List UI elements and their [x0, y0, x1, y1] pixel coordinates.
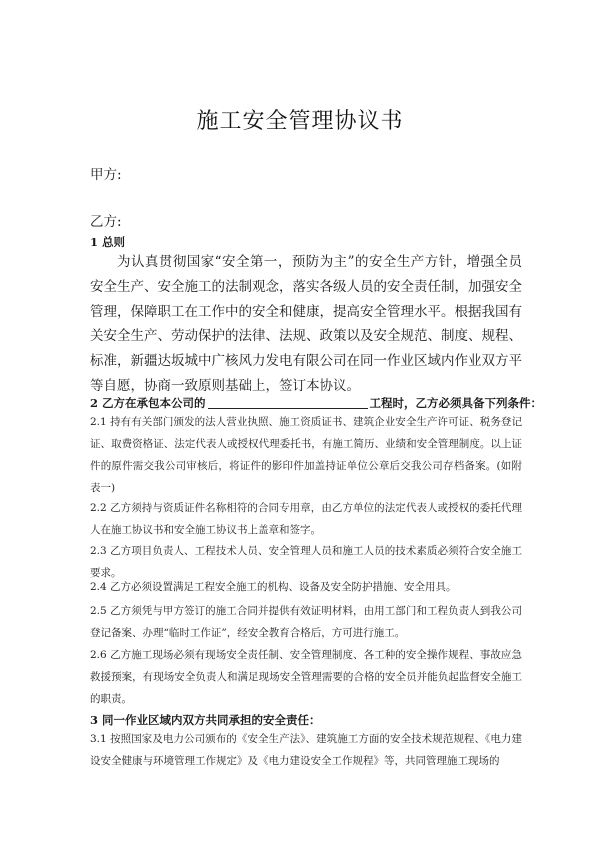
section-3-heading: 3 同一作业区域内双方共同承担的安全责任：	[90, 713, 321, 727]
clause-2-1: 2.1 持有有关部门颁发的法人营业执照、施工资质证书、建筑企业安全生产许可证、税务登记证、取费资格证、法定代表人或授权代理委托书，有施工简历、业绩和安全管理制度。以上证件的原件需交我公司审核后，将证件的影印件加盖持证单位公章后交我公司存档备案。(如附表一)	[90, 416, 522, 494]
clause-2-3: 2.3 乙方项目负责人、工程技术人员、安全管理人员和施工人员的技术素质必须符合安全施工要求。	[90, 545, 522, 579]
section-2-heading-prefix: 2 乙方在承包本公司的	[90, 396, 206, 410]
party-a-label: 甲方:	[90, 167, 122, 183]
section-2-heading-suffix: 工程时，乙方必须具备下列条件：	[369, 396, 543, 410]
document-title: 施工安全管理协议书	[196, 109, 404, 134]
clause-2-5: 2.5 乙方须凭与甲方签订的施工合同并提供有效证明材料，由用工部门和工程负责人到我公司登记备案、办理“临时工作证”，经安全教育合格后，方可进行施工。	[90, 605, 522, 639]
section-1-heading: 1 总则	[90, 235, 126, 249]
section-1-body: 为认真贯彻国家“安全第一，预防为主”的安全生产方针，增强全员安全生产、安全施工的法制观念，落实各级人员的安全责任制，加强安全管理，保障职工在工作中的安全和健康，提高安全管理水平。根据我国有关安全生产、劳动保护的法律、法规、政策以及安全规范、制度、规程、标准，新疆达坂城中广核风力发电有限公司在同一作业区域内作业双方平等自愿，协商一致原则基础上，签订本协议。	[90, 254, 522, 394]
clause-2-6: 2.6 乙方施工现场必须有现场安全责任制、安全管理制度、各工种的安全操作规程、事故应急救援预案，有现场安全负责人和满足现场安全管理需要的合格的安全员并能负起监督安全施工的职责。	[90, 649, 522, 705]
party-b-label: 乙方:	[90, 214, 122, 230]
clause-2-2: 2.2 乙方须持与资质证件名称相符的合同专用章，由乙方单位的法定代表人或授权的委托代理人在施工协议书和安全施工协议书上盖章和签字。	[90, 502, 522, 536]
project-name-blank	[208, 396, 368, 409]
clause-2-4: 2.4 乙方必须设置满足工程安全施工的机构、设备及安全防护措施、安全用具。	[90, 581, 457, 593]
clause-3-1: 3.1 按照国家及电力公司颁布的《安全生产法》、建筑施工方面的安全技术规范规程、《电力建设安全健康与环境管理工作规定》及《电力建设安全工作规程》等，共同管理施工现场的	[90, 733, 522, 767]
section-2-heading	[90, 395, 542, 411]
